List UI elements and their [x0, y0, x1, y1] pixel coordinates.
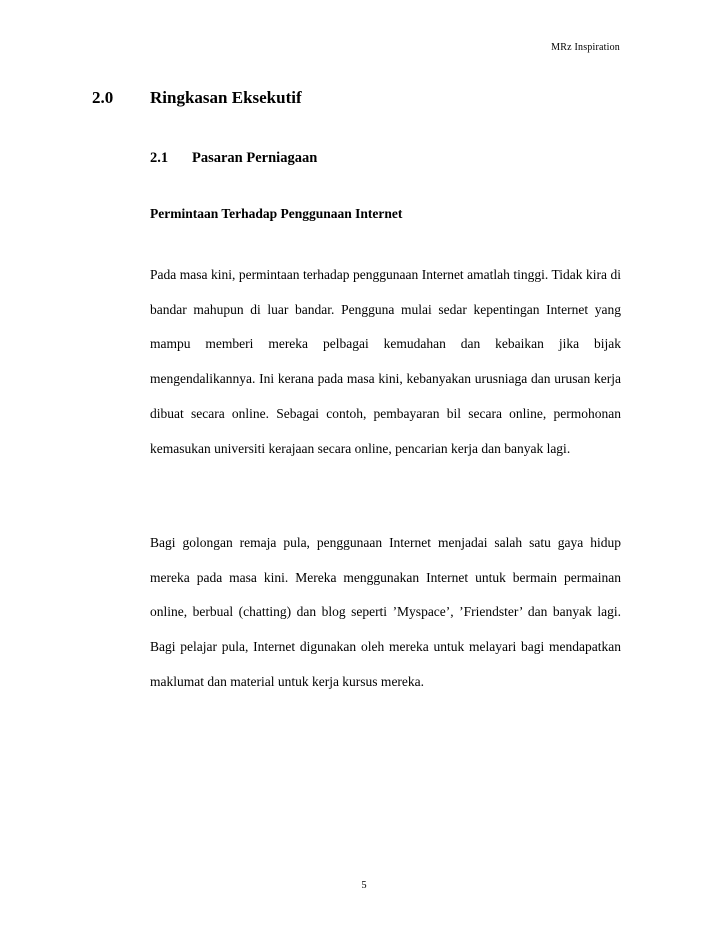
- running-header: MRz Inspiration: [551, 42, 620, 53]
- section-title: Ringkasan Eksekutif: [150, 88, 302, 107]
- body-paragraph-2: Bagi golongan remaja pula, penggunaan Internet menjadai salah satu gaya hidup mereka pada masa kini. Mereka menggunakan Internet untuk bermain permainan online, berbual (chatting) dan blog seperti ’Myspace’, ’Friendster’ dan banyak lagi. Bagi pelajar pula, Internet digunakan oleh mereka untuk melayari bagi mendapatkan maklumat dan material untuk kerja kursus mereka.: [150, 535, 621, 689]
- topic-heading: Permintaan Terhadap Penggunaan Internet: [150, 206, 403, 221]
- subsection-heading: [150, 150, 317, 167]
- page-number: 5: [361, 880, 367, 891]
- subsection-number: 2.1: [150, 150, 169, 166]
- subsection-title: Pasaran Perniagaan: [192, 150, 318, 166]
- body-paragraph-1: Pada masa kini, permintaan terhadap penggunaan Internet amatlah tinggi. Tidak kira di bandar mahupun di luar bandar. Pengguna mulai sedar kepentingan Internet yang mampu memberi mereka pelbagai kemudahan dan kebaikan jika bijak mengendalikannya. Ini kerana pada masa kini, kebanyakan urusniaga dan urusan kerja dibuat secara online. Sebagai contoh, pembayaran bil secara online, permohonan kemasukan universiti kerajaan secara online, pencarian kerja dan banyak lagi.: [150, 267, 621, 456]
- section-heading: [92, 88, 302, 108]
- section-number: 2.0: [92, 88, 114, 107]
